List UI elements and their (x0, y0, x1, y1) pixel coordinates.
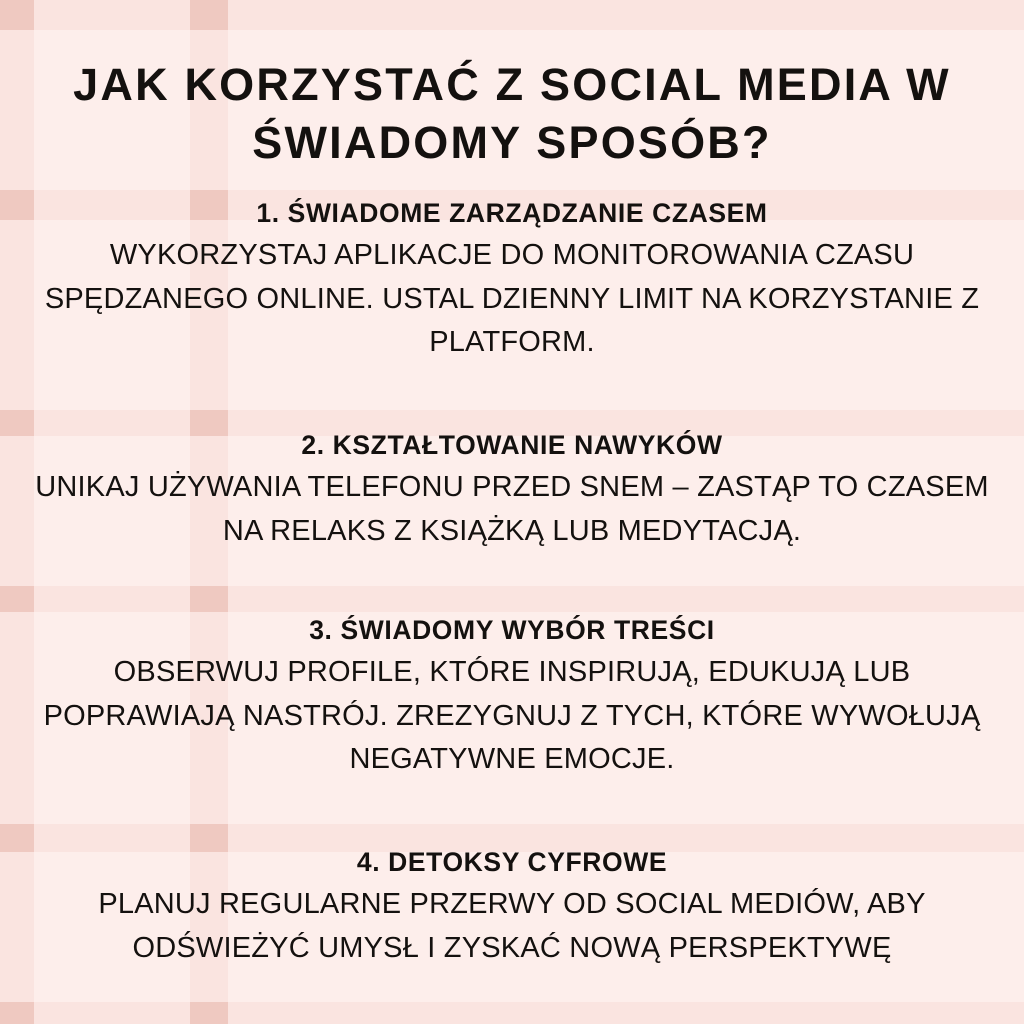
section-4 (0, 845, 1024, 970)
section-3 (0, 613, 1024, 782)
section-1-heading: 1. ŚWIADOME ZARZĄDZANIE CZASEM (256, 198, 768, 228)
section-4-heading: 4. DETOKSY CYFROWE (356, 847, 668, 877)
section-2-heading: 2. KSZTAŁTOWANIE NAWYKÓW (301, 430, 723, 460)
section-1 (0, 196, 1024, 365)
section-1-body: WYKORZYSTAJ APLIKACJE DO MONITOROWANIA CZASU SPĘDZANEGO ONLINE. USTAL DZIENNY LIMIT NA KORZYSTANIE Z PLATFORM. (44, 239, 980, 359)
section-2 (0, 428, 1024, 553)
section-3-heading: 3. ŚWIADOMY WYBÓR TREŚCI (309, 615, 715, 645)
section-2-body: UNIKAJ UŻYWANIA TELEFONU PRZED SNEM – ZASTĄP TO CZASEM NA RELAKS Z KSIĄŻKĄ LUB MEDYTACJĄ. (35, 471, 989, 547)
page-title: JAK KORZYSTAĆ Z SOCIAL MEDIA W ŚWIADOMY SPOSÓB? (73, 59, 951, 168)
section-4-body: PLANUJ REGULARNE PRZERWY OD SOCIAL MEDIÓW, ABY ODŚWIEŻYĆ UMYSŁ I ZYSKAĆ NOWĄ PERSPEKTYWĘ (98, 888, 926, 964)
section-3-body: OBSERWUJ PROFILE, KTÓRE INSPIRUJĄ, EDUKUJĄ LUB POPRAWIAJĄ NASTRÓJ. ZREZYGNUJ Z TYCH, KTÓRE WYWOŁUJĄ NEGATYWNE EMOCJE. (43, 656, 981, 776)
